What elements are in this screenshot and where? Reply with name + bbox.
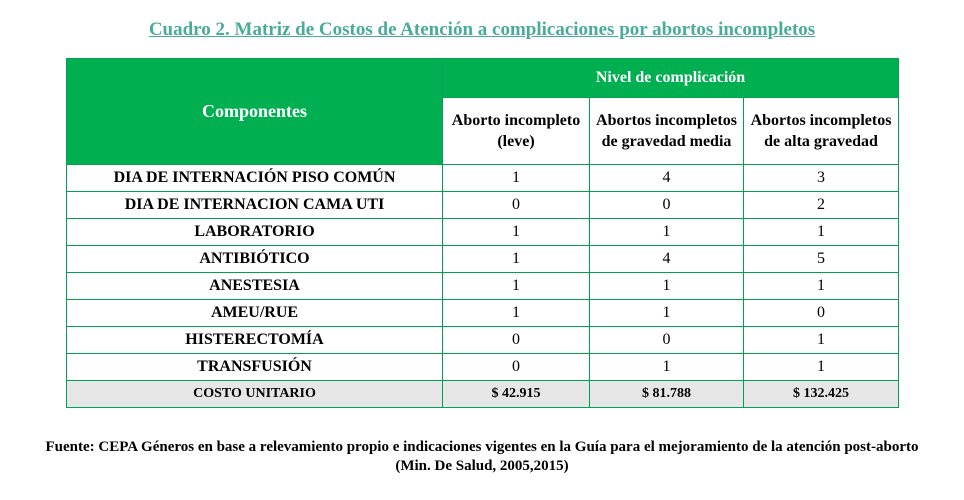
table-title: Cuadro 2. Matriz de Costos de Atención a complicaciones por abortos incompletos [148,19,816,40]
components-header: Componentes [67,59,443,165]
source-note: Fuente: CEPA Géneros en base a relevamiento propio e indicaciones vigentes en la Guía para el mejoramiento de la atención post-aborto (Min. De Salud, 2005,2015) [45,439,919,474]
cell-value: 1 [744,354,899,381]
cell-value: 0 [590,192,744,219]
cell-value: 0 [443,327,590,354]
cell-value: 5 [744,246,899,273]
complication-level-header: Nivel de complicación [443,59,899,98]
cell-value: 1 [443,246,590,273]
cell-value: 1 [590,219,744,246]
table-row [67,354,899,381]
row-label: DIA DE INTERNACION CAMA UTI [67,192,443,219]
column-header-mild: Aborto incompleto (leve) [443,98,590,165]
cell-value: 4 [590,165,744,192]
cell-value: 0 [590,327,744,354]
cell-value: 1 [744,327,899,354]
row-label: ANTIBIÓTICO [67,246,443,273]
table-row [67,273,899,300]
row-label: AMEU/RUE [67,300,443,327]
table-row [67,219,899,246]
table-row [67,300,899,327]
cost-matrix-table [66,58,899,408]
column-header-severe: Abortos incompletos de alta gravedad [744,98,899,165]
row-label: LABORATORIO [67,219,443,246]
cell-value: 1 [590,273,744,300]
total-label: COSTO UNITARIO [67,381,443,408]
cell-value: 1 [744,273,899,300]
cell-value: 4 [590,246,744,273]
table-row [67,192,899,219]
cell-value: 1 [744,219,899,246]
total-value: $ 81.788 [590,381,744,408]
table-row [67,246,899,273]
cell-value: 1 [590,300,744,327]
cell-value: 1 [443,219,590,246]
cell-value: 1 [443,273,590,300]
row-label: TRANSFUSIÓN [67,354,443,381]
total-value: $ 132.425 [744,381,899,408]
cell-value: 0 [443,192,590,219]
total-value: $ 42.915 [443,381,590,408]
table-row [67,327,899,354]
cell-value: 2 [744,192,899,219]
row-label: ANESTESIA [67,273,443,300]
cell-value: 1 [590,354,744,381]
cell-value: 1 [443,165,590,192]
table-row [67,165,899,192]
row-label: HISTERECTOMÍA [67,327,443,354]
row-label: DIA DE INTERNACIÓN PISO COMÚN [67,165,443,192]
cell-value: 3 [744,165,899,192]
column-header-medium: Abortos incompletos de gravedad media [590,98,744,165]
cell-value: 1 [443,300,590,327]
total-row [67,381,899,408]
cell-value: 0 [443,354,590,381]
cell-value: 0 [744,300,899,327]
